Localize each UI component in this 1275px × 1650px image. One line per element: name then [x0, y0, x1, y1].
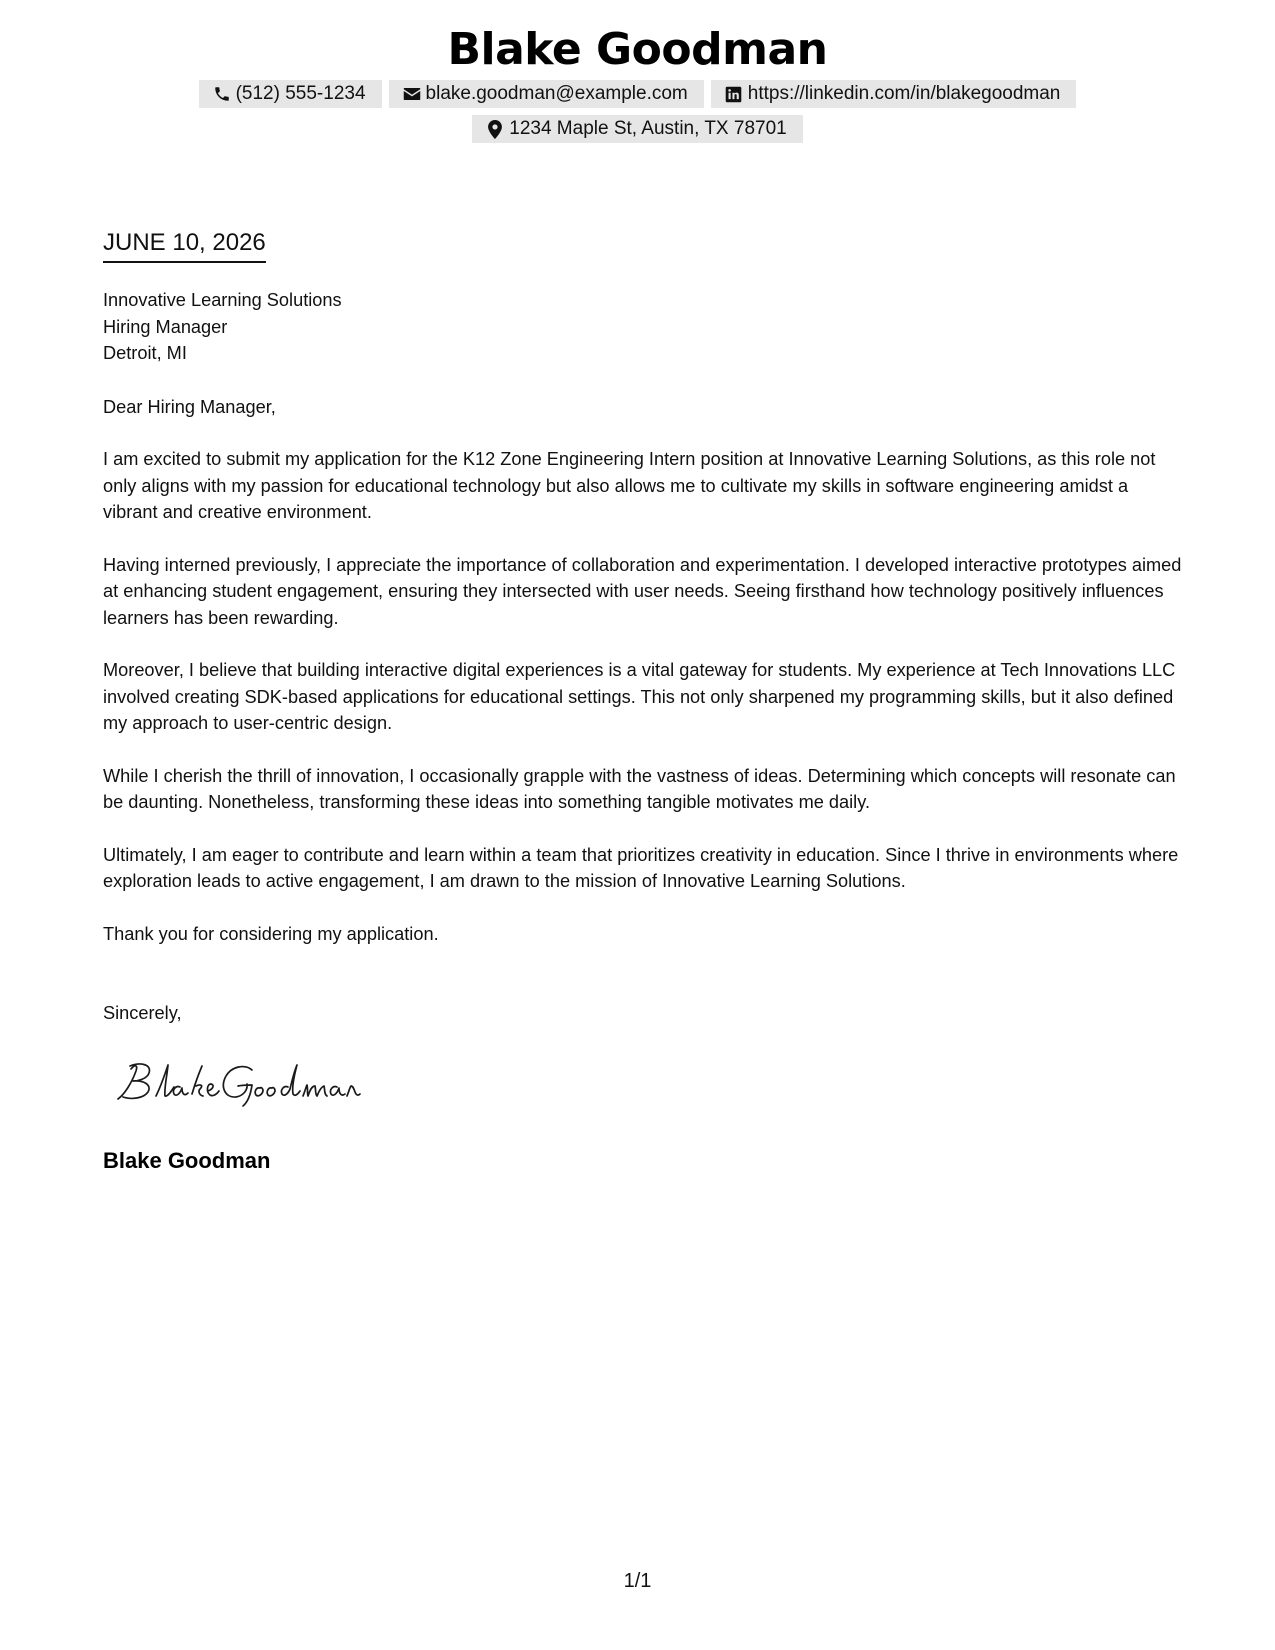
- email-text: blake.goodman@example.com: [425, 83, 688, 104]
- signer-name: Blake Goodman: [103, 1148, 271, 1173]
- body-paragraph: Having interned previously, I appreciate the importance of collaboration and experimentation. I developed interactive prototypes aimed at enhancing student engagement, ensuring they intersected with user needs. Seeing firsthand how technology positively influences learners has been rewarding.: [103, 554, 1182, 628]
- recipient-block: [103, 287, 1183, 367]
- recipient-title: Hiring Manager: [103, 316, 228, 337]
- thank-you-line: Thank you for considering my application.: [103, 923, 439, 944]
- body-paragraph: I am excited to submit my application for the K12 Zone Engineering Intern position at Innovative Learning Solutions, as this role not only aligns with my passion for educational technology but also allows me to cultivate my skills in software engineering amidst a vibrant and creative environment.: [103, 449, 1156, 522]
- body-paragraph: Moreover, I believe that building interactive digital experiences is a vital gateway for students. My experience at Tech Innovations LLC involved creating SDK-based applications for educational settings. This not only sharpened my programming skills, but it also defined my approach to user-centric design.: [103, 660, 1176, 733]
- phone-text: (512) 555-1234: [235, 83, 366, 104]
- contact-linkedin[interactable]: [711, 80, 1077, 108]
- closing: Sincerely,: [103, 1003, 182, 1023]
- handwritten-signature: [112, 1056, 362, 1108]
- envelope-icon: [402, 84, 422, 104]
- page-indicator: 1/1: [623, 1570, 652, 1592]
- contact-email[interactable]: [389, 80, 704, 108]
- salutation: Dear Hiring Manager,: [103, 396, 276, 417]
- linkedin-icon: [724, 84, 744, 104]
- applicant-name-heading: Blake Goodman: [447, 24, 828, 75]
- contact-phone[interactable]: [199, 80, 382, 108]
- letter-date: JUNE 10, 2026: [103, 228, 266, 263]
- contact-row-primary: [0, 80, 1275, 108]
- body-paragraph: Ultimately, I am eager to contribute and learn within a team that prioritizes creativity in education. Since I thrive in environments where exploration leads to active engagement, I am drawn to the mission of Innovative Learning Solutions.: [103, 844, 1179, 891]
- letter-body: [103, 287, 1183, 1027]
- contact-row-secondary: [0, 115, 1275, 143]
- contact-address[interactable]: [472, 115, 802, 143]
- map-marker-icon: [485, 119, 505, 139]
- recipient-company: Innovative Learning Solutions: [103, 290, 342, 310]
- address-text: 1234 Maple St, Austin, TX 78701: [509, 118, 787, 139]
- recipient-location: Detroit, MI: [103, 343, 187, 363]
- phone-icon: [212, 84, 232, 104]
- body-paragraph: While I cherish the thrill of innovation, I occasionally grapple with the vastness of ideas. Determining which concepts will resonate can be daunting. Nonetheless, transforming these ideas into something tangible motivates me daily.: [103, 765, 1176, 812]
- linkedin-text: https://linkedin.com/in/blakegoodman: [747, 83, 1061, 104]
